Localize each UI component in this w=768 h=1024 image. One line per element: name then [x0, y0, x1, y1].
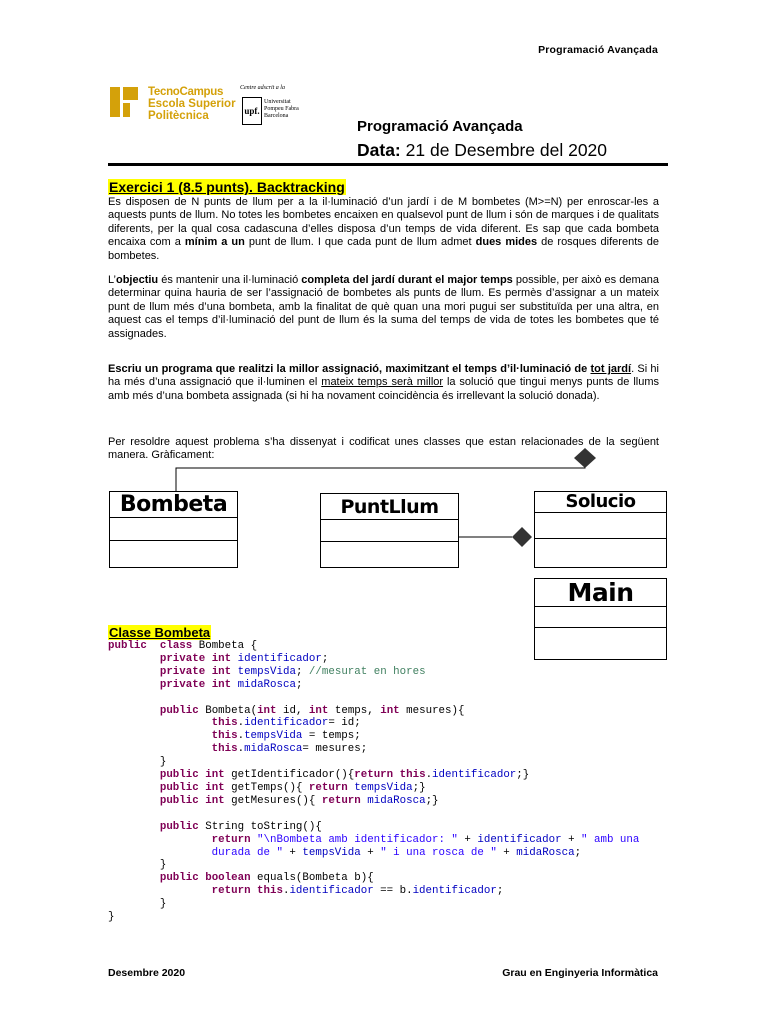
- exercise-title: Exercici 1 (8.5 punts). Backtracking: [109, 179, 345, 195]
- paragraph-task: Escriu un programa que realitzi la millor assignació, maximitzant el temps d’il·luminació de tot jardí. Si hi ha més d’una assignació que il·luminen el mateix temps serà millor la solució que tingui menys punts de llums amb més d’una bombeta assignada (si hi ha novament coincidència és irrellevant la solució donada).: [108, 363, 659, 402]
- class-box-solucio: [534, 491, 667, 568]
- footer-date: Desembre 2020: [108, 967, 186, 979]
- code-line: public String toString(){: [159, 820, 322, 833]
- running-header: Programació Avançada: [538, 44, 658, 56]
- class-name: PuntLlum: [340, 496, 439, 518]
- class-attributes: [535, 512, 666, 538]
- code-line: return this.identificador == b.identificador;: [211, 885, 504, 898]
- code-block: [108, 640, 639, 924]
- aggregation-diamond-icon: [512, 527, 532, 547]
- code-line: private int identificador;: [159, 652, 329, 665]
- code-line: public class Bombeta {: [108, 640, 258, 652]
- aggregation-diamond-icon: [574, 448, 596, 468]
- class-attributes: [535, 606, 666, 627]
- class-box-puntllum: [320, 493, 459, 568]
- code-line: this.midaRosca= mesures;: [211, 743, 368, 756]
- class-methods: [535, 538, 666, 567]
- code-section-title: Classe Bombeta: [109, 625, 211, 640]
- class-attributes: [110, 517, 237, 540]
- date-label: Data:: [357, 140, 401, 160]
- tecnocampus-line: Politècnica: [148, 110, 209, 122]
- code-line: }: [108, 898, 167, 911]
- upf-line: Barcelona: [264, 113, 289, 119]
- code-line: [108, 692, 639, 705]
- tecnocampus-line: TecnoCampus: [148, 86, 224, 98]
- class-methods: [321, 541, 458, 567]
- code-line: }: [108, 911, 115, 924]
- class-methods: [110, 540, 237, 567]
- footer-degree: Grau en Enginyeria Informàtica: [502, 967, 658, 979]
- class-box-bombeta: [109, 491, 238, 568]
- paragraph-objective: L’objectiu és mantenir una il·luminació completa del jardí durant el major temps possible, per això es demana determinar quina hauria de ser l’assignació de bombetes als punts de llum. Es permès d’assignar a un mateix punt de llum més d’una bombeta, amb la finalitat de què quan una mori pugui ser substituïda per una altra, en aquest cas el temps d’il·luminació del punt de llum és la suma del temps de vida de totes les bombetes que té assignades.: [108, 274, 659, 340]
- upf-line: Pompeu Fabra: [264, 106, 299, 112]
- code-line: public int getMesures(){ return midaRosca;}: [159, 794, 439, 807]
- class-name: Bombeta: [119, 492, 228, 517]
- paragraph-statement: Es disposen de N punts de llum per a la il·luminació d’un jardí i de M bombetes (M>=N) per enroscar-les a aquests punts de llum. No totes les bombetes encaixen en qualsevol punt de llum i són de marques i de qualitats diferents, per la qual cosa cadascuna d’elles disposa d’un temps de vida diferent. Es sap que cada bombeta encaixa com a mínim a un punt de llum. I que cada punt de llum admet dues mides de rosques diferents de bombetes.: [108, 196, 660, 262]
- tecnocampus-line: Escola Superior: [148, 98, 236, 110]
- code-line: this.identificador= id;: [211, 717, 361, 730]
- code-line: [108, 808, 639, 821]
- code-line: durada de " + tempsVida + " i una rosca de " + midaRosca;: [211, 846, 582, 859]
- paragraph-diagram-intro: Per resoldre aquest problema s’ha dissenyat i codificat unes classes que estan relacionades de la següent manera. Gràficament:: [108, 436, 659, 462]
- upf-mark-icon: upf.: [242, 97, 262, 125]
- course-title: Programació Avançada: [357, 118, 523, 135]
- code-line: }: [108, 756, 167, 769]
- code-line: public int getTemps(){ return tempsVida;}: [159, 781, 426, 794]
- code-line: public boolean equals(Bombeta b){: [159, 872, 374, 885]
- code-line: public Bombeta(int id, int temps, int mesures){: [159, 704, 465, 717]
- upf-caption: Centre adscrit a la: [240, 85, 285, 91]
- class-name: Solucio: [565, 491, 636, 512]
- code-line: private int midaRosca;: [159, 678, 303, 691]
- upf-line: Universitat: [264, 99, 291, 105]
- code-line: private int tempsVida; //mesurat en hores: [159, 665, 426, 678]
- code-line: this.tempsVida = temps;: [211, 730, 361, 743]
- class-attributes: [321, 519, 458, 541]
- code-line: return "\nBombeta amb identificador: " + identificador + " amb una: [211, 833, 640, 846]
- date-value: 21 de Desembre del 2020: [405, 140, 608, 160]
- code-line: }: [108, 859, 167, 872]
- class-name: Main: [567, 578, 634, 607]
- code-line: public int getIdentificador(){return this.identificador;}: [159, 769, 530, 782]
